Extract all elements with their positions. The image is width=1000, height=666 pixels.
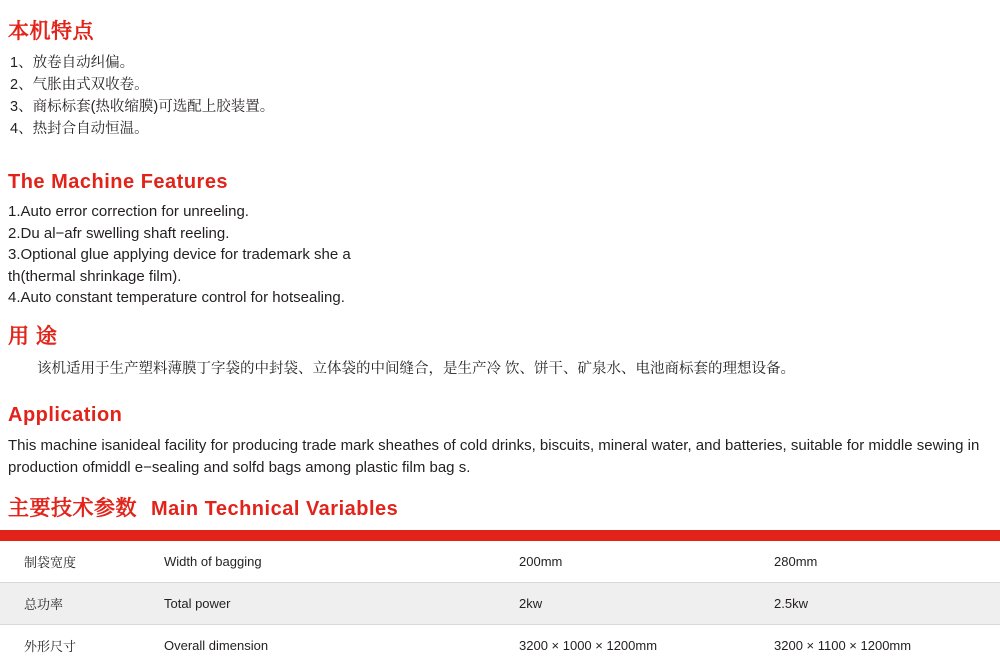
list-item: 4、热封合自动恒温。 [10, 118, 610, 140]
row-label-cn: 总功率 [0, 583, 154, 625]
header-bar-cell [154, 530, 519, 541]
row-value-b: 280mm [774, 541, 1000, 583]
list-item: 3、商标标套(热收缩膜)可选配上胶装置。 [10, 96, 610, 118]
table-row [0, 583, 1000, 625]
row-value-a: 200mm [519, 541, 774, 583]
row-label-cn: 制袋宽度 [0, 541, 154, 583]
machine-features-en-title: The Machine Features [8, 170, 228, 195]
list-item: 4.Auto constant temperature control for hotsealing. [8, 287, 628, 309]
row-value-a: 3200 × 1000 × 1200mm [519, 625, 774, 666]
application-en-line-1: This machine isanideal facility for producing trade mark sheathes of cold drinks, biscuits, mineral water, and batteries, suitable for middle sewing in [8, 435, 1000, 457]
specs-table-wrapper [0, 530, 1000, 666]
row-value-b: 3200 × 1100 × 1200mm [774, 625, 1000, 666]
header-bar-cell [0, 530, 154, 541]
application-en-title: Application [8, 403, 122, 428]
list-item: 2.Du al−afr swelling shaft reeling. [8, 223, 628, 245]
list-item: 1.Auto error correction for unreeling. [8, 201, 628, 223]
usage-cn-body: 该机适用于生产塑料薄膜丁字袋的中封袋、立体袋的中间缝合，是生产冷 饮、饼干、矿泉水、电池商标套的理想设备。 [8, 358, 968, 380]
header-bar-cell [774, 530, 1000, 541]
application-en-body [8, 435, 1000, 478]
row-value-a: 2kw [519, 583, 774, 625]
list-item: th(thermal shrinkage film). [8, 266, 628, 288]
machine-features-en-list [8, 201, 628, 309]
usage-cn-title: 用 途 [8, 324, 57, 350]
list-item: 2、气胀由式双收卷。 [10, 74, 610, 96]
specs-table [0, 530, 1000, 666]
row-label-en: Overall dimension [154, 625, 519, 666]
specs-heading [8, 492, 398, 522]
specs-title-en: Main Technical Variables [151, 498, 398, 521]
table-row [0, 541, 1000, 583]
table-row [0, 625, 1000, 666]
list-item: 1、放卷自动纠偏。 [10, 52, 610, 74]
list-item: 3.Optional glue applying device for trademark she a [8, 244, 628, 266]
row-value-b: 2.5kw [774, 583, 1000, 625]
header-bar-cell [519, 530, 774, 541]
row-label-cn: 外形尺寸 [0, 625, 154, 666]
machine-features-cn-title: 本机特点 [8, 19, 94, 45]
application-en-line-2: production ofmiddl e−sealing and solfd bags among plastic film bag s. [8, 457, 1000, 479]
row-label-en: Total power [154, 583, 519, 625]
machine-features-cn-list [10, 52, 610, 140]
specs-title-cn: 主要技术参数 [8, 492, 137, 522]
table-header-bar [0, 530, 1000, 541]
row-label-en: Width of bagging [154, 541, 519, 583]
